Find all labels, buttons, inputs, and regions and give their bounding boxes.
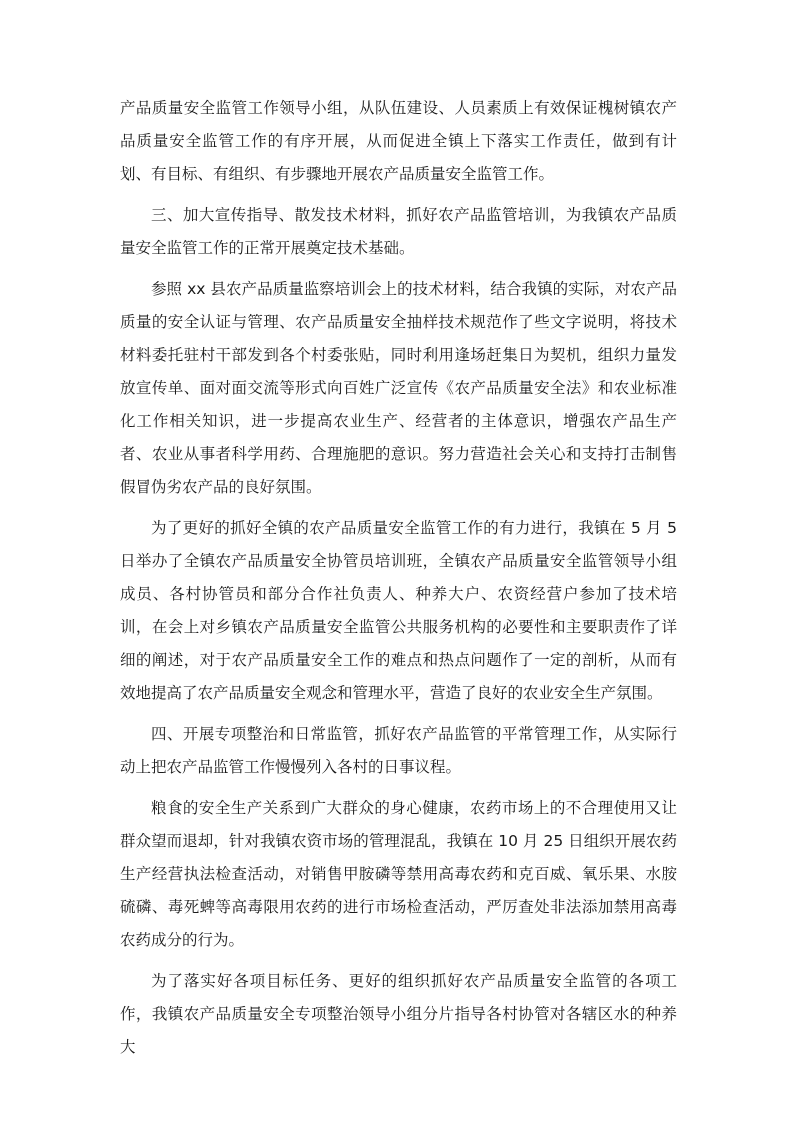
paragraph-6: 粮食的安全生产关系到广大群众的身心健康，农药市场上的不合理使用又让群众望而退却，针对我镇农资市场的管理混乱，我镇在 10 月 25 日组织开展农药生产经营执法检查活动，对销售甲胺磷等禁用高毒农药和克百威、氧乐果、水胺硫磷、毒死蜱等高毒限用农药的进行市场检查活动，严厉查处非法添加禁用高毒农药成分的行为。 (120, 799, 677, 949)
paragraph-5-heading: 四、开展专项整治和日常监管，抓好农产品监管的平常管理工作，从实际行动上把农产品监管工作慢慢列入各村的日事议程。 (120, 725, 677, 776)
paragraph-2-heading: 三、加大宣传指导、散发技术材料，抓好农产品监管培训，为我镇农产品质量安全监管工作的正常开展奠定技术基础。 (120, 206, 677, 257)
paragraph-1: 产品质量安全监管工作领导小组，从队伍建设、人员素质上有效保证槐树镇农产品质量安全监管工作的有序开展，从而促进全镇上下落实工作责任，做到有计划、有目标、有组织、有步骤地开展农产品质量安全监管工作。 (120, 99, 677, 183)
document-body (120, 92, 677, 1072)
paragraph-7: 为了落实好各项目标任务、更好的组织抓好农产品质量安全监管的各项工作，我镇农产品质量安全专项整治领导小组分片指导各村协管对各辖区水的种养大 (120, 972, 677, 1056)
paragraph-3: 参照 xx 县农产品质量监察培训会上的技术材料，结合我镇的实际，对农产品质量的安全认证与管理、农产品质量安全抽样技术规范作了些文字说明，将技术材料委托驻村干部发到各个村委张贴，同时利用逢场赶集日为契机，组织力量发放宣传单、面对面交流等形式向百姓广泛宣传《农产品质量安全法》和农业标准化工作相关知识，进一步提高农业生产、经营者的主体意识，增强农产品生产者、农业从事者科学用药、合理施肥的意识。努力营造社会关心和支持打击制售假冒伪劣农产品的良好氛围。 (120, 280, 677, 496)
paragraph-4: 为了更好的抓好全镇的农产品质量安全监管工作的有力进行，我镇在 5 月 5 日举办了全镇农产品质量安全协管员培训班，全镇农产品质量安全监管领导小组成员、各村协管员和部分合作社负责人、种养大户、农资经营户参加了技术培训，在会上对乡镇农产品质量安全监管公共服务机构的必要性和主要职责作了详细的阐述，对于农产品质量安全工作的难点和热点问题作了一定的剖析，从而有效地提高了农产品质量安全观念和管理水平，营造了良好的农业安全生产氛围。 (120, 519, 677, 702)
